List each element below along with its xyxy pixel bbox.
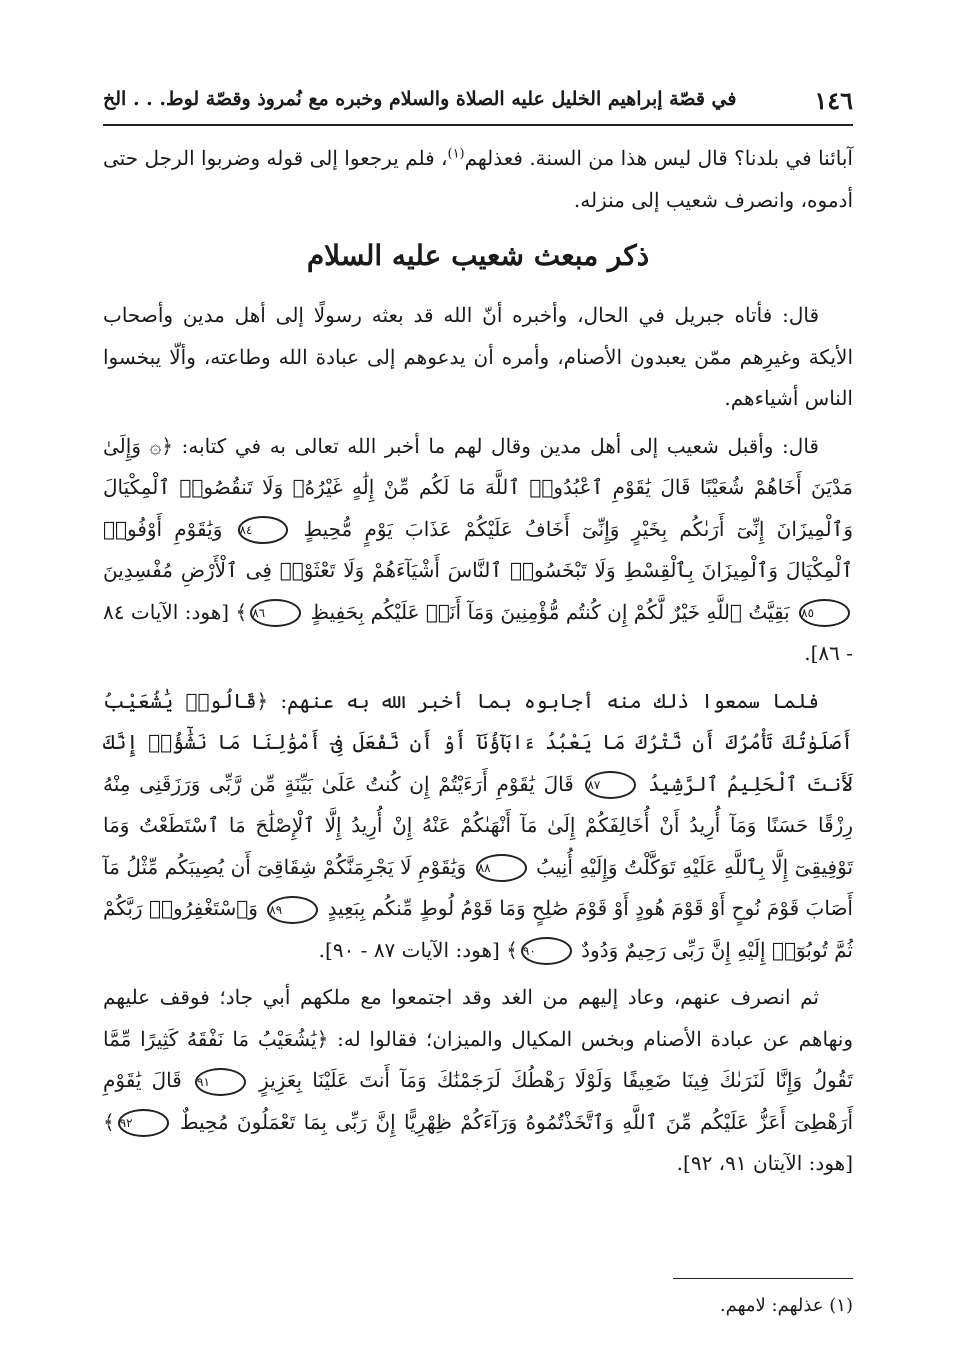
- paragraph-3: [103, 426, 853, 675]
- ayah-number-marker: ٨٨: [476, 854, 527, 882]
- quran-close-bracket: ﴾: [235, 599, 248, 624]
- quran-verse: قَالَ يَٰقَوْمِ أَرَهْطِىٓ أَعَزُّ عَلَيْكُم مِّنَ ٱللَّهِ وَٱتَّخَذْتُمُوهُ وَرَآءَكُمْ ظِهْرِيًّا إِنَّ رَبِّى بِمَا تَعْمَلُونَ مُحِيطٌ: [103, 1068, 853, 1134]
- running-title: في قصّة إبراهيم الخليل عليه الصلاة والسلام وخبره مع نُمروذ وقصّة لوط. . . الخ: [103, 88, 737, 110]
- quran-verse: وَٱسْتَغْفِرُوا۟ رَبَّكُمْ ثُمَّ تُوبُوٓا۟ إِلَيْهِ إِنَّ رَبِّى رَحِيمٌ وَدُودٌ: [103, 896, 853, 962]
- paragraph-3-intro: قال: وأقبل شعيب إلى أهل مدين وقال لهم ما أخبر الله تعالى به في كتابه:: [181, 433, 819, 458]
- page-body: [103, 138, 853, 1191]
- quran-close-bracket: ﴾: [506, 937, 518, 962]
- quran-verse: قَالُوا۟ يَٰشُعَيْبُ أَصَلَوٰتُكَ تَأْمُرُكَ أَن نَّتْرُكَ مَا يَعْبُدُ ءَابَآؤُنَآ أَوْ أَن نَّفْعَلَ فِىٓ أَمْوَٰلِنَا مَا نَشَٰٓؤُا۟ إِنَّكَ لَأَنتَ ٱلْحَلِيمُ ٱلرَّشِيدُ: [103, 688, 854, 796]
- paragraph-5-intro: ثم انصرف عنهم، وعاد إليهم من الغد وقد اجتمعوا مع ملكهم أبي جاد؛ فوقف عليهم ونهاهم عن عبادة الأصنام وبخس المكيال والميزان؛ فقالوا له:: [103, 985, 854, 1051]
- verse-citation: [هود: الآيتان ٩١، ٩٢].: [676, 1151, 853, 1175]
- paragraph-1-text: آبائنا في بلدنا؟ قال ليس هذا من السنة. فعذلهم: [464, 146, 853, 170]
- page-number: ١٤٦: [814, 86, 853, 115]
- quran-verse: وَإِلَىٰ مَدْيَنَ أَخَاهُمْ شُعَيْبًا قَالَ يَٰقَوْمِ ٱعْبُدُوا۟ ٱللَّهَ مَا لَكُم مِّنْ إِلَٰهٍ غَيْرُهُۥ وَلَا تَنقُصُوا۟ ٱلْمِكْيَالَ وَٱلْمِيزَانَ إِنِّىٓ أَرَىٰكُم بِخَيْرٍ وَإِنِّىٓ أَخَافُ عَلَيْكُمْ عَذَابَ يَوْمٍ مُّحِيطٍ: [103, 433, 853, 541]
- ayah-number-marker: ٨٦: [250, 599, 301, 627]
- quran-open-bracket: ﴿: [256, 688, 269, 713]
- ayah-number-marker: ٨٤: [238, 516, 289, 544]
- paragraph-4-intro: فلما سمعوا ذلك منه أجابوه بما أخبر الله به عنهم:: [280, 688, 819, 713]
- quran-verse: وَيَٰقَوْمِ لَا يَجْرِمَنَّكُمْ شِقَاقِىٓ أَن يُصِيبَكُم مِّثْلُ مَآ أَصَابَ قَوْمَ نُوحٍ أَوْ قَوْمَ هُودٍ أَوْ قَوْمَ صَٰلِحٍ وَمَا قَوْمُ لُوطٍ مِّنكُم بِبَعِيدٍ: [103, 854, 853, 920]
- ayah-number-marker: ٨٩: [267, 896, 318, 924]
- quran-verse: يَٰشُعَيْبُ مَا نَفْقَهُ كَثِيرًا مِّمَّا تَقُولُ وَإِنَّا لَنَرَىٰكَ فِينَا ضَعِيفًا وَلَوْلَا رَهْطُكَ لَرَجَمْنَٰكَ وَمَآ أَنتَ عَلَيْنَا بِعَزِيزٍ: [103, 1026, 853, 1092]
- quran-verse: قَالَ يَٰقَوْمِ أَرَءَيْتُمْ إِن كُنتُ عَلَىٰ بَيِّنَةٍ مِّن رَّبِّى وَرَزَقَنِى مِنْهُ رِزْقًا حَسَنًا وَمَآ أُرِيدُ أَنْ أُخَالِفَكُمْ إِلَىٰ مَآ أَنْهَىٰكُمْ عَنْهُ إِنْ أُرِيدُ إِلَّا ٱلْإِصْلَٰحَ مَا ٱسْتَطَعْتُ وَمَا تَوْفِيقِىٓ إِلَّا بِٱللَّهِ عَلَيْهِ تَوَكَّلْتُ وَإِلَيْهِ أُنِيبُ: [103, 771, 854, 879]
- footnote: (١) عذلهم: لامهم.: [719, 1295, 853, 1316]
- quran-verse: بَقِيَّتُ ٱللَّهِ خَيْرٌ لَّكُمْ إِن كُنتُم مُّؤْمِنِينَ وَمَآ أَنَا۠ عَلَيْكُم بِحَفِيظٍ: [310, 599, 790, 624]
- paragraph-4: [103, 681, 853, 972]
- paragraph-1-rest: ، فلم يرجعوا إلى قوله وضربوا الرجل حتى أدموه، وانصرف شعيب إلى منزله.: [103, 146, 853, 212]
- section-title: ذكر مبعث شعيب عليه السلام: [306, 239, 650, 272]
- page-header: [103, 78, 853, 126]
- ayah-number-marker: ٩٠: [521, 937, 572, 965]
- paragraph-5: [103, 977, 853, 1185]
- verse-citation: [هود: الآيات ٨٧ - ٩٠].: [318, 937, 500, 962]
- quran-verse: وَيَٰقَوْمِ أَوْفُوا۟ ٱلْمِكْيَالَ وَٱلْمِيزَانَ بِٱلْقِسْطِ وَلَا تَبْخَسُوا۟ ٱلنَّاسَ أَشْيَآءَهُمْ وَلَا تَعْثَوْا۟ فِى ٱلْأَرْضِ مُفْسِدِينَ: [103, 516, 853, 582]
- paragraph-1: [103, 138, 853, 221]
- ayah-number-marker: ٩٢: [118, 1109, 169, 1137]
- ayah-number-marker: ٨٧: [585, 771, 636, 799]
- paragraph-2: قال: فأتاه جبريل في الحال، وأخبره أنّ الله قد بعثه رسولًا إلى أهل مدين وأصحاب الأيكة وغيرِهم ممّن يعبدون الأصنام، وأمره أن يدعوهم إلى عبادة الله وطاعته، وألّا يبخسوا الناس أشياءهم.: [103, 303, 853, 410]
- ayah-number-marker: ٨٥: [799, 599, 850, 627]
- quran-close-bracket: ﴾: [103, 1109, 115, 1134]
- quran-open-bracket: ﴿: [161, 433, 174, 458]
- ayah-number-marker: ٩١: [195, 1068, 246, 1096]
- quran-open-bracket: ﴿: [316, 1026, 329, 1051]
- verse-citation: [هود: الآيات ٨٤ - ٨٦].: [103, 599, 853, 665]
- ayah-flower-ornament: ۞: [149, 433, 162, 458]
- footnote-separator: [673, 1278, 853, 1279]
- footnote-ref: (١): [447, 146, 465, 162]
